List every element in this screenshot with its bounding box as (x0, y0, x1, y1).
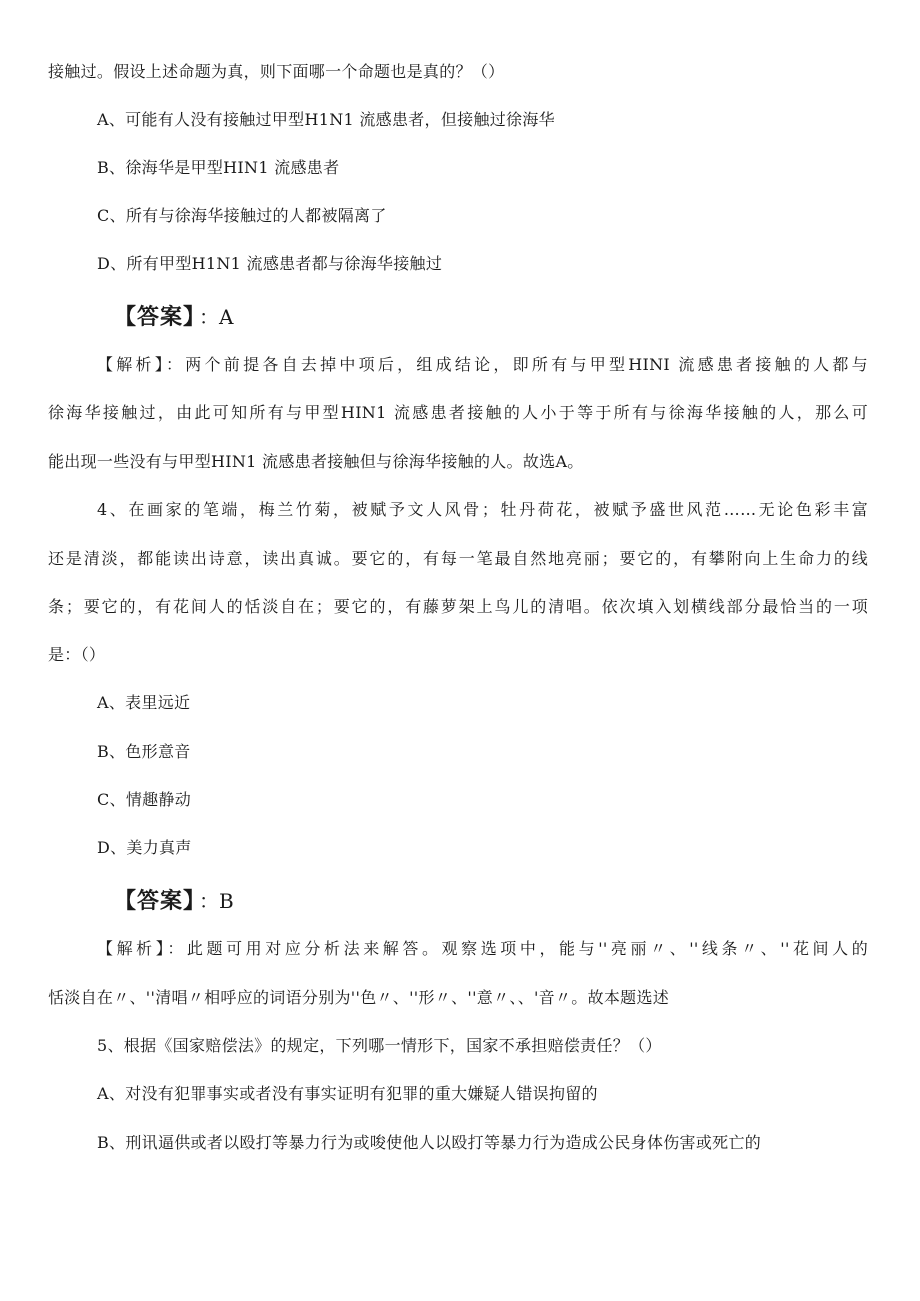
answer-value: ：B (199, 889, 234, 913)
answer-value: ：A (199, 305, 234, 329)
question-4-option-c: C、情趣静动 (97, 790, 192, 809)
question-3-option-c: C、所有与徐海华接触过的人都被隔离了 (97, 206, 387, 225)
question-4-option-b: B、色形意音 (97, 742, 191, 761)
question-3-stem-tail: 接触过。假设上述命题为真，则下面哪一个命题也是真的？（） (48, 62, 505, 81)
question-5-option-a: A、对没有犯罪事实或者没有事实证明有犯罪的重大嫌疑人错误拘留的 (97, 1084, 598, 1103)
question-4-option-d: D、美力真声 (97, 838, 192, 857)
question-3-analysis-line-3: 能出现一些没有与甲型HIN1 流感患者接触但与徐海华接触的人。故选A。 (48, 452, 584, 471)
question-3-answer (114, 303, 233, 332)
question-3-analysis-line-1: 【解析】：两个前提各自去掉中项后，组成结论，即所有与甲型HINI 流感患者接触的人都与 (97, 355, 868, 374)
question-3-option-a: A、可能有人没有接触过甲型H1N1 流感患者，但接触过徐海华 (97, 110, 555, 129)
question-3-analysis-line-2: 徐海华接触过，由此可知所有与甲型HIN1 流感患者接触的人小于等于所有与徐海华接触的人，那么可 (48, 403, 868, 422)
question-4-option-a: A、表里远近 (97, 693, 191, 712)
question-3-option-b: B、徐海华是甲型HIN1 流感患者 (97, 158, 340, 177)
question-5-stem: 5、根据《国家赔偿法》的规定，下列哪一情形下，国家不承担赔偿责任？（） (97, 1036, 662, 1055)
question-4-stem-line-3: 条；要它的，有花间人的恬淡自在；要它的，有藤萝架上鸟儿的清唱。依次填入划横线部分最恰当的一项 (48, 597, 868, 616)
question-4-answer (114, 887, 234, 916)
answer-tag: 【答案】 (114, 889, 196, 914)
question-3-option-d: D、所有甲型H1N1 流感患者都与徐海华接触过 (97, 254, 443, 273)
answer-tag: 【答案】 (114, 305, 196, 330)
question-4-stem-line-4: 是：（） (48, 645, 106, 664)
question-4-stem-line-2: 还是清淡，都能读出诗意，读出真诚。要它的，有每一笔最自然地亮丽；要它的，有攀附向上生命力的线 (48, 549, 868, 568)
question-4-analysis-line-2: 恬淡自在〃、''清唱〃相呼应的词语分别为''色〃、''形〃、''意〃、、'音〃。故本题选述 (48, 988, 670, 1007)
question-4-analysis-line-1: 【解析】：此题可用对应分析法来解答。观察选项中，能与''亮丽〃、''线条〃、''花间人的 (97, 939, 868, 958)
question-5-option-b: B、刑讯逼供或者以殴打等暴力行为或唆使他人以殴打等暴力行为造成公民身体伤害或死亡的 (97, 1133, 762, 1152)
question-4-stem-line-1: 4、在画家的笔端，梅兰竹菊，被赋予文人风骨；牡丹荷花，被赋予盛世风范……无论色彩丰富 (97, 500, 868, 519)
